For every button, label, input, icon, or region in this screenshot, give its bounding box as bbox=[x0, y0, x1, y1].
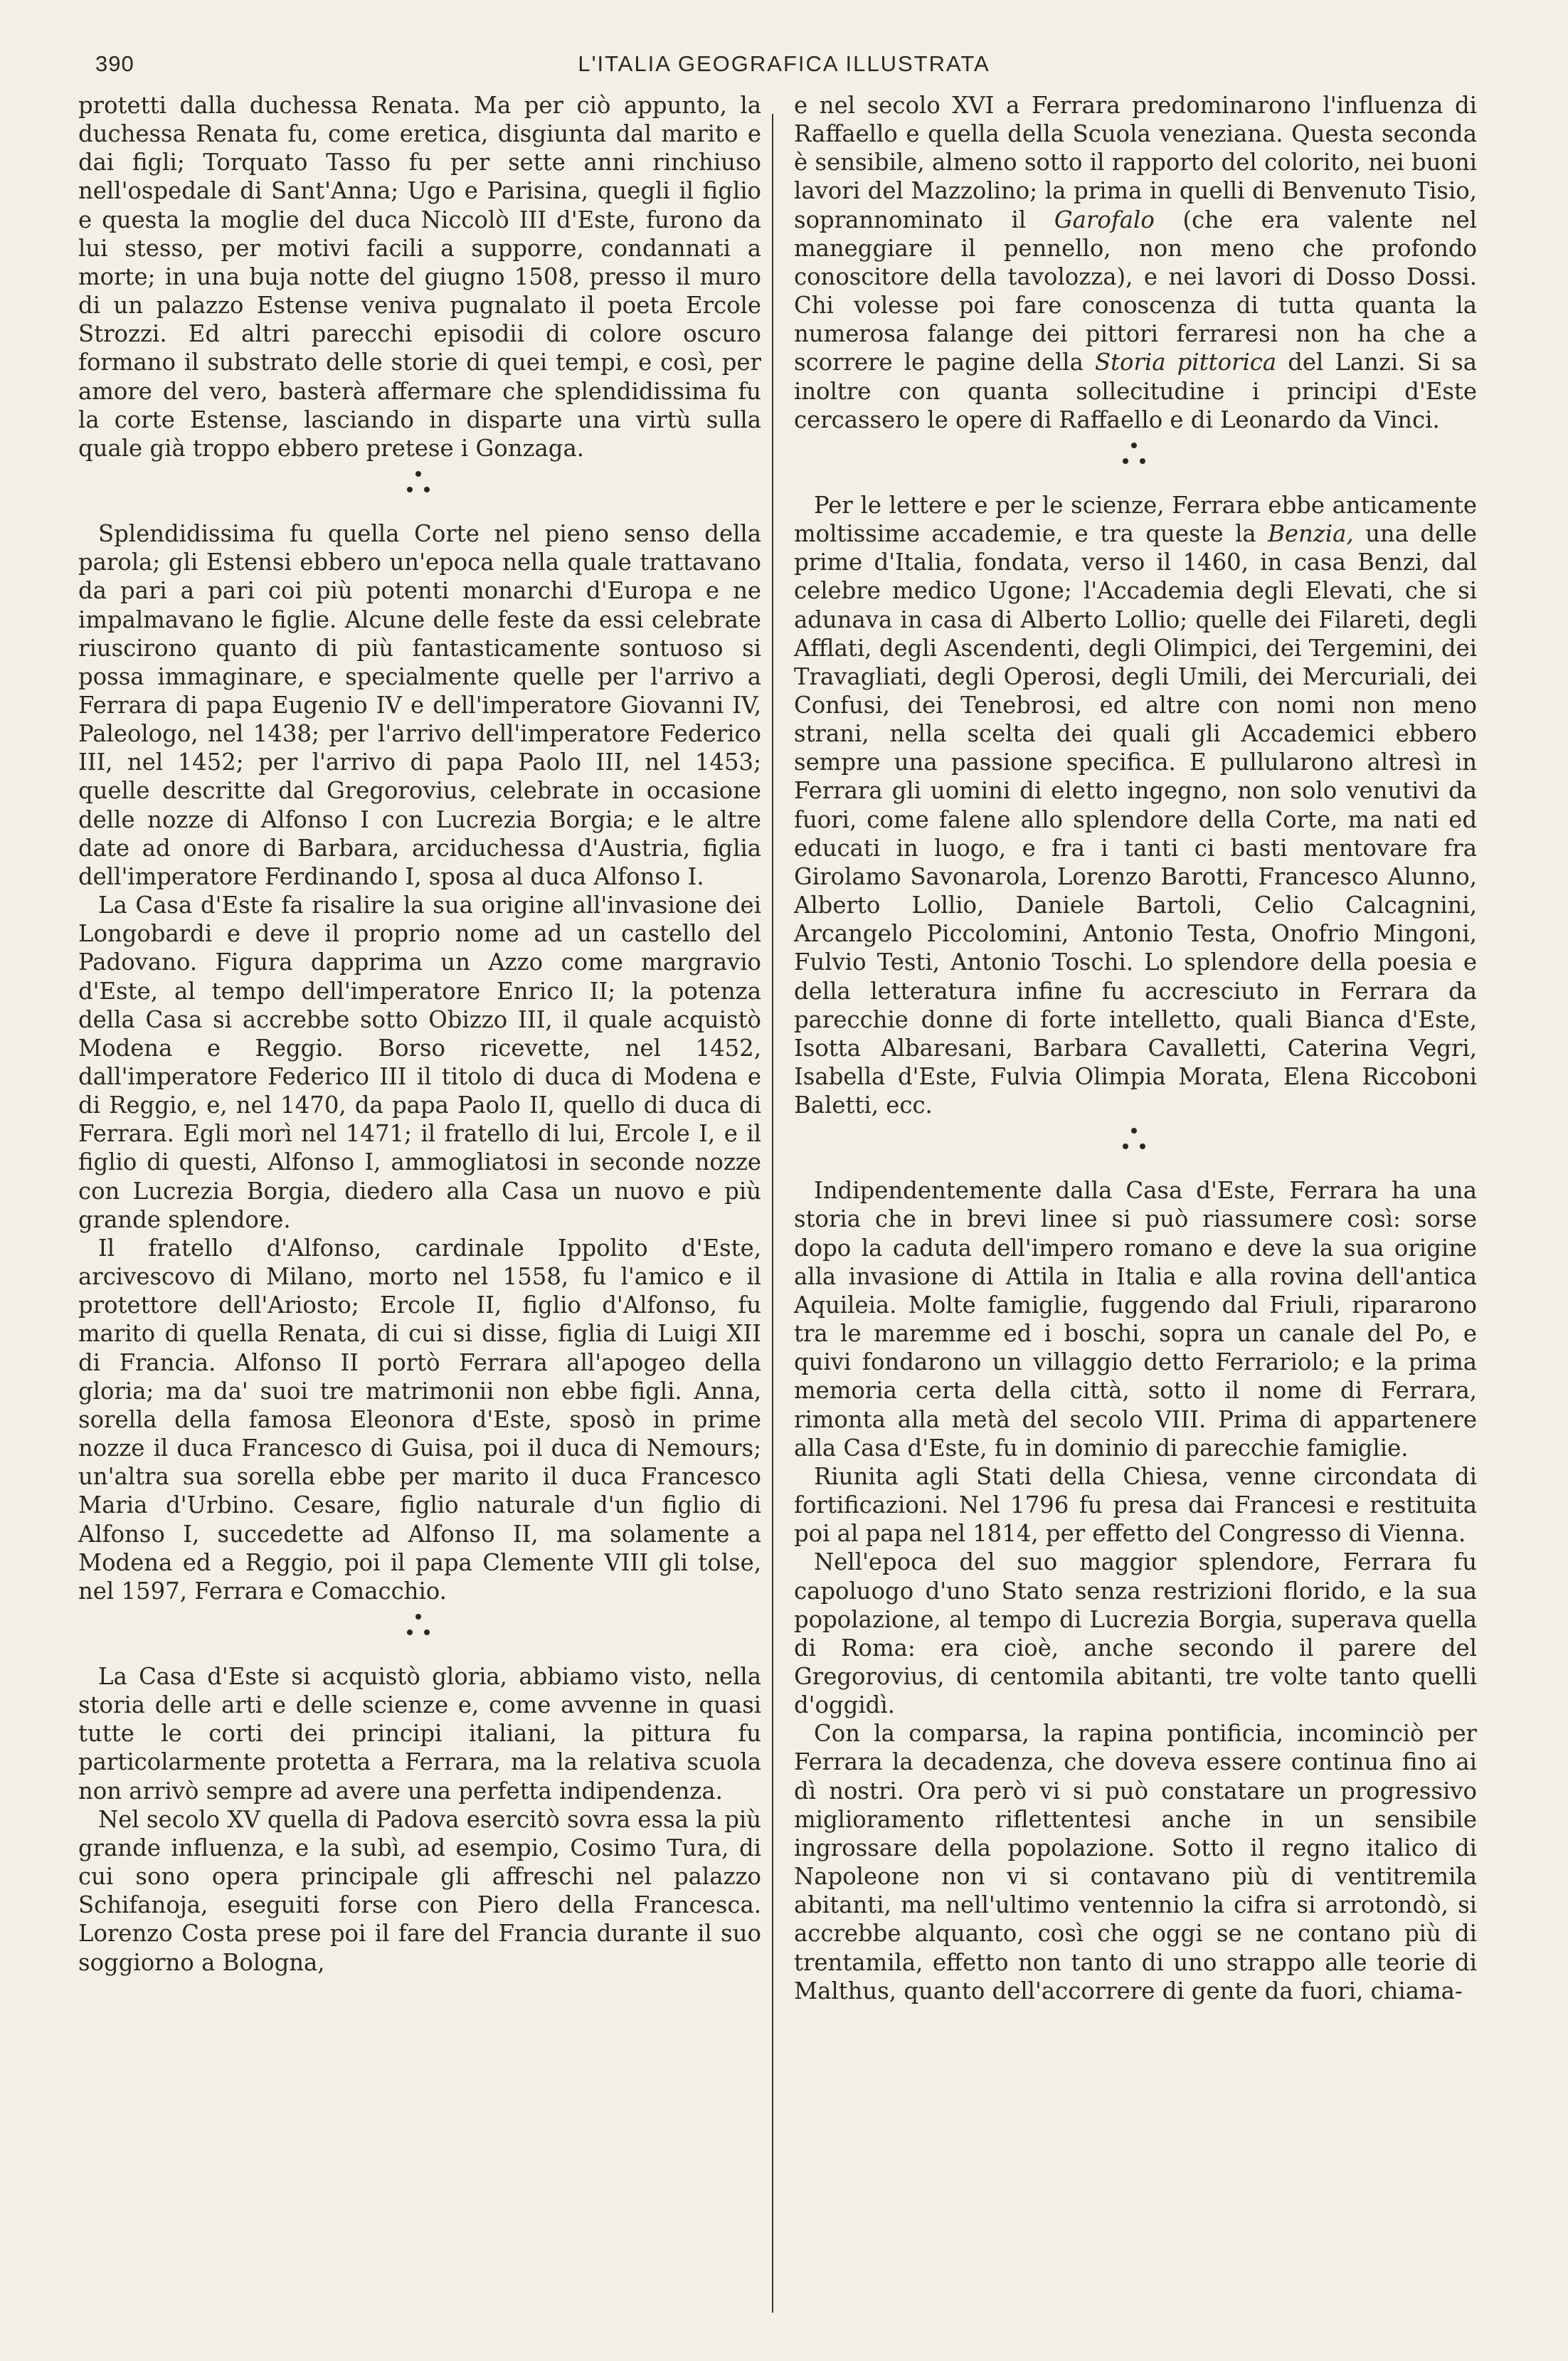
italic-title: Garofalo bbox=[1054, 206, 1155, 233]
paragraph: Indipendentemente dalla Casa d'Este, Ferrara ha una storia che in brevi linee si può riassumere così: sorse dopo la caduta dell'impero romano e deve la sua origine alla invasione di Attila in Italia e alla rovina dell'antica Aquileia. Molte famiglie, fuggendo dal Friuli, ripararono tra le maremme ed i boschi, sopra un canale del Po, e quivi fondarono un villaggio detto Ferrariolo; e la prima memoria certa della città, sotto il nome di Ferrara, rimonta alla metà del secolo VIII. Prima di appartenere alla Casa d'Este, fu in dominio di parecchie famiglie. bbox=[794, 1177, 1477, 1462]
column-divider bbox=[772, 114, 773, 2313]
paragraph: protetti dalla duchessa Renata. Ma per ciò appunto, la duchessa Renata fu, come eretica, disgiunta dal marito e dai figli; Torquato Tasso fu per sette anni rinchiuso nell'ospedale di Sant'Anna; Ugo e Parisina, quegli il figlio e questa la moglie del duca Niccolò III d'Este, furono da lui stesso, per motivi facili a supporre, condannati a morte; in una buja notte del giugno 1508, presso il muro di un palazzo Estense veniva pugnalato il poeta Ercole Strozzi. Ed altri parecchi episodii di colore oscuro formano il substrato delle storie di quei tempi, e così, per amore del vero, basterà affermare che splendidissima fu la corte Estense, lasciando in disparte una virtù sulla quale già troppo ebbero pretese i Gonzaga. bbox=[78, 92, 761, 462]
section-separator bbox=[78, 1605, 761, 1662]
left-column bbox=[78, 91, 761, 1977]
paragraph: La Casa d'Este fa risalire la sua origine all'invasione dei Longobardi e deve il proprio nome ad un castello del Padovano. Figura dapprima un Azzo come margravio d'Este, al tempo dell'imperatore Enrico II; la potenza della Casa si accrebbe sotto Obizzo III, il quale acquistò Modena e Reggio. Borso ricevette, nel 1452, dall'imperatore Federico III il titolo di duca di Modena e di Reggio, e, nel 1470, da papa Paolo II, quello di duca di Ferrara. Egli morì nel 1471; il fratello di lui, Ercole I, e il figlio di questi, Alfonso I, ammogliatosi in seconde nozze con Lucrezia Borgia, diedero alla Casa un nuovo e più grande splendore. bbox=[78, 892, 761, 1233]
paragraph: La Casa d'Este si acquistò gloria, abbiamo visto, nella storia delle arti e delle scienze e, come avvenne in quasi tutte le corti dei principi italiani, la pittura fu particolarmente protetta a Ferrara, ma la relativa scuola non arrivò sempre ad avere una perfetta indipendenza. bbox=[78, 1662, 761, 1805]
italic-title: Storia pittorica bbox=[1094, 349, 1277, 376]
page-number: 390 bbox=[95, 51, 134, 76]
section-separator bbox=[794, 1119, 1477, 1176]
paragraph: Con la comparsa, la rapina pontificia, incominciò per Ferrara la decadenza, che doveva essere continua fino ai dì nostri. Ora però vi si può constatare un progressivo miglioramento riflettentesi anche in un sensibile ingrossare della popolazione. Sotto il regno italico di Napoleone non vi si contavano più di ventitremila abitanti, ma nell'ultimo ventennio la cifra si arrotondò, si accrebbe alquanto, così che oggi se ne contano più di trentamila, effetto non tanto di uno strappo alle teorie di Malthus, quanto dell'accorrere di gente da fuori, chiama- bbox=[794, 1720, 1477, 2005]
paragraph: Riunita agli Stati della Chiesa, venne circondata di fortificazioni. Nel 1796 fu presa dai Francesi e restituita poi al papa nel 1814, per effetto del Congresso di Vienna. bbox=[794, 1462, 1477, 1548]
paragraph: Nel secolo XV quella di Padova esercitò sovra essa la più grande influenza, e la subì, ad esempio, Cosimo Tura, di cui sono opera principale gli affreschi nel palazzo Schifanoja, eseguiti forse con Piero della Francesca. Lorenzo Costa prese poi il fare del Francia durante il suo soggiorno a Bologna, bbox=[78, 1805, 761, 1976]
paragraph: Il fratello d'Alfonso, cardinale Ippolito d'Este, arcivescovo di Milano, morto nel 1558, fu l'amico e il protettore dell'Ariosto; Ercole II, figlio d'Alfonso, fu marito di quella Renata, di cui si disse, figlia di Luigi XII di Francia. Alfonso II portò Ferrara all'apogeo della gloria; ma da' suoi tre matrimonii non ebbe figli. Anna, sorella della famosa Eleonora d'Este, sposò in prime nozze il duca Francesco di Guisa, poi il duca di Nemours; un'altra sua sorella ebbe per marito il duca Francesco Maria d'Urbino. Cesare, figlio naturale d'un figlio di Alfonso I, succedette ad Alfonso II, ma solamente a Modena ed a Reggio, poi il papa Clemente VIII gli tolse, nel 1597, Ferrara e Comacchio. bbox=[78, 1234, 761, 1605]
paragraph: Nell'epoca del suo maggior splendore, Ferrara fu capoluogo d'uno Stato senza restrizioni florido, e la sua popolazione, al tempo di Lucrezia Borgia, superava quella di Roma: era cioè, anche secondo il parere del Gregorovius, di centomila abitanti, tre volte tanto quelli d'oggidì. bbox=[794, 1548, 1477, 1719]
running-head bbox=[94, 48, 1474, 81]
running-title: L'ITALIA GEOGRAFICA ILLUSTRATA bbox=[578, 51, 990, 76]
italic-title: Benzia, bbox=[1268, 520, 1354, 548]
paragraph: e nel secolo XVI a Ferrara predominarono l'influenza di Raffaello e quella della Scuola veneziana. Questa seconda è sensibile, almeno sotto il rapporto del colorito, nei buoni lavori del Mazzolino; la prima in quelli di Benvenuto Tisio, soprannominato il Garofalo (che era valente nel maneggiare il pennello, non meno che profondo conoscitore della tavolozza), e nei lavori di Dosso Dossi. Chi volesse poi fare conoscenza di tutta quanta la numerosa falange dei pittori ferraresi non ha che a scorrere le pagine della Storia pittorica del Lanzi. Si sa inoltre con quanta sollecitudine i principi d'Este cercassero le opere di Raffaello e di Leonardo da Vinci. bbox=[794, 92, 1477, 433]
section-separator bbox=[78, 463, 761, 519]
paragraph: Splendidissima fu quella Corte nel pieno senso della parola; gli Estensi ebbero un'epoca nella quale trattavano da pari a pari coi più potenti monarchi d'Europa e ne impalmavano le figlie. Alcune delle feste da essi celebrate riuscirono quanto di più fantasticamente sontuoso si possa immaginare, e specialmente quelle per l'arrivo a Ferrara di papa Eugenio IV e dell'imperatore Giovanni IV, Paleologo, nel 1438; per l'arrivo dell'imperatore Federico III, nel 1452; per l'arrivo di papa Paolo III, nel 1453; quelle descritte dal Gregorovius, celebrate in occasione delle nozze di Alfonso I con Lucrezia Borgia; e le altre date ad onore di Barbara, arciduchessa d'Austria, figlia dell'imperatore Ferdinando I, sposa al duca Alfonso I. bbox=[78, 520, 761, 890]
paragraph: Per le lettere e per le scienze, Ferrara ebbe anticamente moltissime accademie, e tra queste la Benzia, una delle prime d'Italia, fondata, verso il 1460, in casa Benzi, dal celebre medico Ugone; l'Accademia degli Elevati, che si adunava in casa di Alberto Lollio; quelle dei Filareti, degli Afflati, degli Ascendenti, degli Olimpici, dei Tergemini, dei Travagliati, degli Operosi, degli Umili, dei Mercuriali, dei Confusi, dei Tenebrosi, ed altre con nomi non meno strani, nella scelta dei quali gli Accademici ebbero sempre una passione specifica. E pullularono altresì in Ferrara gli uomini di eletto ingegno, non solo venutivi da fuori, come falene allo splendore della Corte, ma nati ed educati in luogo, e fra i tanti ci basti mentovare fra Girolamo Savonarola, Lorenzo Barotti, Francesco Alunno, Alberto Lollio, Daniele Bartoli, Celio Calcagnini, Arcangelo Piccolomini, Antonio Testa, Onofrio Mingoni, Fulvio Testi, Antonio Toschi. Lo splendore della poesia e della letteratura infine fu accresciuto in Ferrara da parecchie donne di forte intelletto, quali Bianca d'Este, Isotta Albaresani, Barbara Cavalletti, Caterina Vegri, Isabella d'Este, Fulvia Olimpia Morata, Elena Riccoboni Baletti, ecc. bbox=[794, 491, 1477, 1119]
right-column bbox=[794, 91, 1477, 2005]
section-separator bbox=[794, 434, 1477, 491]
